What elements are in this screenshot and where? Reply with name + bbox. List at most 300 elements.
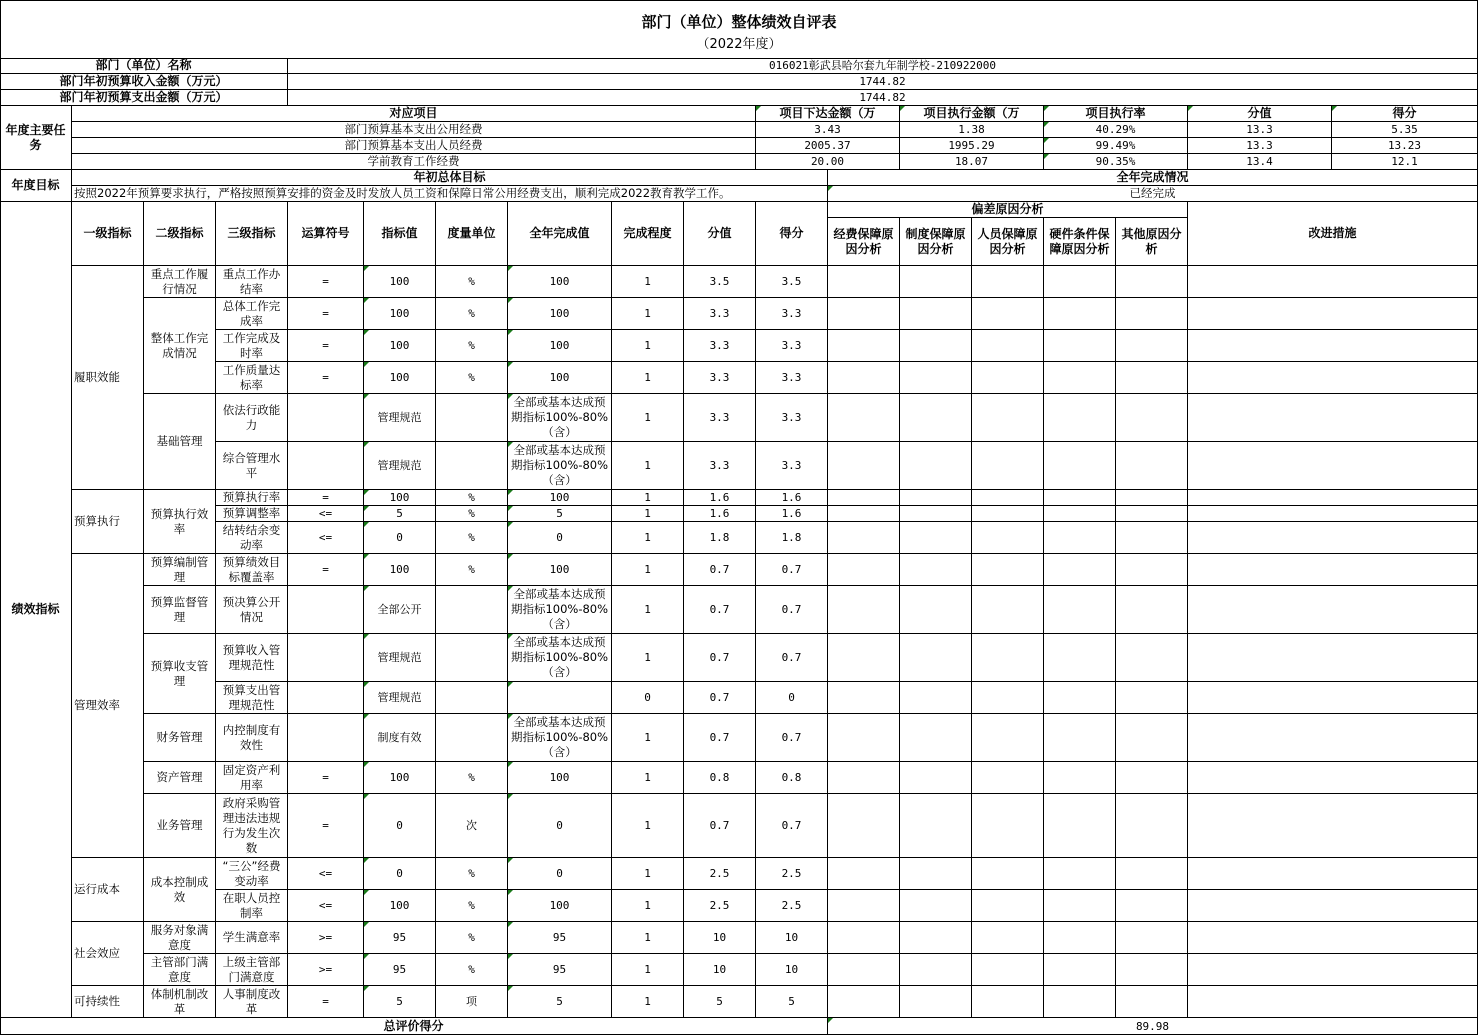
task-header: 项目下达金额（万 <box>756 106 900 122</box>
indicator-value: 1 <box>612 762 684 794</box>
indicator-value <box>508 682 612 714</box>
level2-indicator: 体制机制改革 <box>144 986 216 1018</box>
level2-indicator: 服务对象满意度 <box>144 922 216 954</box>
task-value: 12.1 <box>1332 154 1478 170</box>
deviation-cell <box>1044 522 1116 554</box>
deviation-cell <box>972 954 1044 986</box>
indicator-value: 95 <box>508 922 612 954</box>
task-header: 项目执行金额（万 <box>900 106 1044 122</box>
perf-header: 完成程度 <box>612 202 684 266</box>
total-label: 总评价得分 <box>0 1018 828 1035</box>
perf-label: 绩效指标 <box>0 202 72 1018</box>
task-value: 20.00 <box>756 154 900 170</box>
deviation-cell <box>828 522 900 554</box>
deviation-cell <box>828 298 900 330</box>
indicator-value: 项 <box>436 986 508 1018</box>
deviation-cell <box>1116 362 1188 394</box>
indicator-value: 1 <box>612 266 684 298</box>
improve-cell <box>1188 682 1478 714</box>
indicator-value: 10 <box>684 954 756 986</box>
improve-cell <box>1188 794 1478 858</box>
indicator-value: = <box>288 986 364 1018</box>
indicator-value: 100 <box>364 266 436 298</box>
deviation-cell <box>828 986 900 1018</box>
improve-cell <box>1188 986 1478 1018</box>
indicator-value: 管理规范 <box>364 682 436 714</box>
fiscal-year: （2022年度） <box>696 37 782 52</box>
deviation-cell <box>828 682 900 714</box>
perf-header: 分值 <box>684 202 756 266</box>
task-value: 90.35% <box>1044 154 1188 170</box>
indicator-value: % <box>436 362 508 394</box>
indicator-value: 次 <box>436 794 508 858</box>
task-project-name: 部门预算基本支出人员经费 <box>72 138 756 154</box>
deviation-cell <box>828 714 900 762</box>
indicator-value: 1 <box>612 506 684 522</box>
indicator-value: 100 <box>508 490 612 506</box>
indicator-value: 0 <box>508 522 612 554</box>
deviation-cell <box>1044 266 1116 298</box>
indicator-value: 100 <box>364 890 436 922</box>
level3-indicator: 重点工作办结率 <box>216 266 288 298</box>
deviation-col-header: 经费保障原因分析 <box>828 218 900 266</box>
income-value: 1744.82 <box>288 74 1478 90</box>
indicator-value: % <box>436 522 508 554</box>
level3-indicator: 预算支出管理规范性 <box>216 682 288 714</box>
deviation-cell <box>972 858 1044 890</box>
deviation-cell <box>972 490 1044 506</box>
indicator-value: 1 <box>612 714 684 762</box>
indicator-value: 0.8 <box>684 762 756 794</box>
deviation-cell <box>1116 298 1188 330</box>
deviation-cell <box>972 794 1044 858</box>
deviation-cell <box>1116 522 1188 554</box>
deviation-cell <box>828 858 900 890</box>
task-value: 13.4 <box>1188 154 1332 170</box>
indicator-value: 5 <box>508 506 612 522</box>
indicator-value: 3.3 <box>684 330 756 362</box>
indicator-value: 0 <box>612 682 684 714</box>
indicator-value: = <box>288 266 364 298</box>
level2-indicator: 成本控制成效 <box>144 858 216 922</box>
dept-name-label: 部门（单位）名称 <box>0 58 288 74</box>
deviation-cell <box>972 762 1044 794</box>
task-value: 1.38 <box>900 122 1044 138</box>
improve-cell <box>1188 954 1478 986</box>
indicator-value: 0.7 <box>756 554 828 586</box>
deviation-cell <box>900 330 972 362</box>
task-value: 13.3 <box>1188 122 1332 138</box>
deviation-cell <box>900 794 972 858</box>
indicator-value: = <box>288 330 364 362</box>
indicator-value: 3.3 <box>684 298 756 330</box>
level3-indicator: 预算调整率 <box>216 506 288 522</box>
level3-indicator: 学生满意率 <box>216 922 288 954</box>
level3-indicator: 综合管理水平 <box>216 442 288 490</box>
deviation-cell <box>972 362 1044 394</box>
deviation-cell <box>828 634 900 682</box>
sheet-header <box>0 0 1478 58</box>
deviation-cell <box>828 762 900 794</box>
indicator-value: % <box>436 554 508 586</box>
deviation-cell <box>1116 394 1188 442</box>
deviation-cell <box>972 330 1044 362</box>
indicator-value <box>436 682 508 714</box>
perf-header: 指标值 <box>364 202 436 266</box>
level2-indicator: 业务管理 <box>144 794 216 858</box>
indicator-value: 100 <box>508 554 612 586</box>
indicator-value: 3.3 <box>756 330 828 362</box>
indicator-value: 2.5 <box>756 890 828 922</box>
perf-header: 得分 <box>756 202 828 266</box>
indicator-value: 1 <box>612 362 684 394</box>
deviation-cell <box>1116 490 1188 506</box>
indicator-value: 管理规范 <box>364 394 436 442</box>
level2-indicator: 资产管理 <box>144 762 216 794</box>
deviation-col-header: 制度保障原因分析 <box>900 218 972 266</box>
deviation-cell <box>1044 586 1116 634</box>
deviation-cell <box>900 634 972 682</box>
improve-cell <box>1188 634 1478 682</box>
task-value: 18.07 <box>900 154 1044 170</box>
level2-indicator: 财务管理 <box>144 714 216 762</box>
indicator-value: 0.7 <box>756 586 828 634</box>
level3-indicator: 在职人员控制率 <box>216 890 288 922</box>
indicator-value: 0 <box>364 522 436 554</box>
deviation-cell <box>1116 586 1188 634</box>
deviation-cell <box>972 634 1044 682</box>
improve-cell <box>1188 890 1478 922</box>
indicator-value: % <box>436 490 508 506</box>
indicator-value: <= <box>288 522 364 554</box>
deviation-cell <box>972 986 1044 1018</box>
level3-indicator: 工作完成及时率 <box>216 330 288 362</box>
deviation-cell <box>1044 762 1116 794</box>
deviation-cell <box>1044 330 1116 362</box>
indicator-value: % <box>436 506 508 522</box>
level3-indicator: 工作质量达标率 <box>216 362 288 394</box>
deviation-cell <box>900 858 972 890</box>
goal-initial-header: 年初总体目标 <box>72 170 828 186</box>
deviation-cell <box>900 442 972 490</box>
deviation-cell <box>1116 762 1188 794</box>
indicator-value: 3.3 <box>756 362 828 394</box>
deviation-cell <box>972 266 1044 298</box>
deviation-col-header: 其他原因分析 <box>1116 218 1188 266</box>
indicator-value <box>288 714 364 762</box>
deviation-cell <box>972 522 1044 554</box>
indicator-value: % <box>436 762 508 794</box>
indicator-value: 1.8 <box>684 522 756 554</box>
indicator-value: 1.6 <box>684 506 756 522</box>
deviation-cell <box>900 922 972 954</box>
level3-indicator: “三公”经费变动率 <box>216 858 288 890</box>
indicator-value: % <box>436 890 508 922</box>
indicator-value: 0.7 <box>756 634 828 682</box>
indicator-value: 100 <box>508 362 612 394</box>
deviation-cell <box>972 506 1044 522</box>
deviation-cell <box>1044 362 1116 394</box>
indicator-value: 100 <box>508 266 612 298</box>
deviation-cell <box>900 522 972 554</box>
indicator-value: 1 <box>612 986 684 1018</box>
deviation-cell <box>900 490 972 506</box>
goal-label: 年度目标 <box>0 170 72 202</box>
indicator-value: 1 <box>612 954 684 986</box>
deviation-cell <box>900 682 972 714</box>
indicator-value: 100 <box>364 298 436 330</box>
task-value: 13.3 <box>1188 138 1332 154</box>
deviation-cell <box>1116 922 1188 954</box>
indicator-value: 3.3 <box>756 298 828 330</box>
deviation-cell <box>828 586 900 634</box>
indicator-value <box>288 394 364 442</box>
indicator-value: % <box>436 922 508 954</box>
indicator-value: 1 <box>612 586 684 634</box>
deviation-cell <box>828 362 900 394</box>
improve-cell <box>1188 554 1478 586</box>
level1-indicator: 预算执行 <box>72 490 144 554</box>
task-header: 得分 <box>1332 106 1478 122</box>
goal-completion-header: 全年完成情况 <box>828 170 1478 186</box>
page-title: 部门（单位）整体绩效自评表 <box>641 13 837 31</box>
deviation-cell <box>1116 682 1188 714</box>
indicator-value: 100 <box>364 762 436 794</box>
deviation-header: 偏差原因分析 <box>828 202 1188 218</box>
indicator-value: 0.7 <box>684 554 756 586</box>
indicator-value <box>436 394 508 442</box>
indicator-value: 95 <box>364 922 436 954</box>
perf-header: 二级指标 <box>144 202 216 266</box>
deviation-cell <box>1044 890 1116 922</box>
indicator-value: 全部或基本达成预期指标100%-80%（含） <box>508 394 612 442</box>
level1-indicator: 社会效应 <box>72 922 144 986</box>
deviation-cell <box>1116 714 1188 762</box>
level2-indicator: 预算收支管理 <box>144 634 216 714</box>
deviation-cell <box>972 442 1044 490</box>
level2-indicator: 重点工作履行情况 <box>144 266 216 298</box>
deviation-cell <box>828 954 900 986</box>
indicator-value: 0 <box>508 858 612 890</box>
indicator-value: 0.7 <box>756 714 828 762</box>
indicator-value: 1.8 <box>756 522 828 554</box>
deviation-cell <box>900 394 972 442</box>
indicator-value: <= <box>288 506 364 522</box>
deviation-cell <box>1116 442 1188 490</box>
indicator-value: % <box>436 330 508 362</box>
indicator-value: 3.5 <box>684 266 756 298</box>
indicator-value: 100 <box>364 554 436 586</box>
indicator-value: 1 <box>612 522 684 554</box>
level3-indicator: 内控制度有效性 <box>216 714 288 762</box>
improve-cell <box>1188 330 1478 362</box>
level2-indicator: 预算执行效率 <box>144 490 216 554</box>
level3-indicator: 依法行政能力 <box>216 394 288 442</box>
level3-indicator: 预算绩效目标覆盖率 <box>216 554 288 586</box>
improve-cell <box>1188 362 1478 394</box>
deviation-cell <box>1044 954 1116 986</box>
deviation-cell <box>1116 954 1188 986</box>
improve-cell <box>1188 714 1478 762</box>
indicator-value: 0.7 <box>756 794 828 858</box>
indicator-value: <= <box>288 858 364 890</box>
indicator-value: 5 <box>364 986 436 1018</box>
total-score: 89.98 <box>828 1018 1478 1035</box>
task-value: 40.29% <box>1044 122 1188 138</box>
indicator-value: 1 <box>612 858 684 890</box>
deviation-cell <box>828 330 900 362</box>
deviation-col-header: 人员保障原因分析 <box>972 218 1044 266</box>
task-value: 13.23 <box>1332 138 1478 154</box>
level3-indicator: 固定资产利用率 <box>216 762 288 794</box>
improve-cell <box>1188 922 1478 954</box>
deviation-cell <box>972 394 1044 442</box>
deviation-cell <box>1116 794 1188 858</box>
indicator-value: = <box>288 762 364 794</box>
indicator-value: 0.7 <box>684 794 756 858</box>
deviation-cell <box>972 714 1044 762</box>
indicator-value: 2.5 <box>684 890 756 922</box>
indicator-value: 1 <box>612 394 684 442</box>
deviation-cell <box>1116 330 1188 362</box>
level1-indicator: 可持续性 <box>72 986 144 1018</box>
perf-header: 度量单位 <box>436 202 508 266</box>
indicator-value: 1 <box>612 890 684 922</box>
deviation-cell <box>828 922 900 954</box>
expense-label: 部门年初预算支出金额（万元） <box>0 90 288 106</box>
deviation-cell <box>972 682 1044 714</box>
improve-cell <box>1188 522 1478 554</box>
level1-indicator: 履职效能 <box>72 266 144 490</box>
indicator-value: 100 <box>364 362 436 394</box>
deviation-cell <box>1116 858 1188 890</box>
level2-indicator: 基础管理 <box>144 394 216 490</box>
income-label: 部门年初预算收入金额（万元） <box>0 74 288 90</box>
deviation-cell <box>900 762 972 794</box>
deviation-cell <box>900 714 972 762</box>
deviation-cell <box>900 506 972 522</box>
indicator-value: 0 <box>364 794 436 858</box>
indicator-value: 100 <box>508 890 612 922</box>
level3-indicator: 预决算公开情况 <box>216 586 288 634</box>
goal-completion-text: 已经完成 <box>828 186 1478 202</box>
indicator-value: 3.3 <box>756 442 828 490</box>
deviation-cell <box>1044 490 1116 506</box>
indicator-value: 10 <box>756 954 828 986</box>
improve-cell <box>1188 266 1478 298</box>
task-header: 对应项目 <box>72 106 756 122</box>
deviation-cell <box>972 922 1044 954</box>
deviation-cell <box>900 986 972 1018</box>
indicator-value <box>436 714 508 762</box>
indicator-value: 1.6 <box>756 490 828 506</box>
indicator-value: 5 <box>684 986 756 1018</box>
improve-cell <box>1188 762 1478 794</box>
deviation-cell <box>1116 266 1188 298</box>
indicator-value: = <box>288 794 364 858</box>
level1-indicator: 运行成本 <box>72 858 144 922</box>
indicator-value: 1 <box>612 442 684 490</box>
tasks-label: 年度主要任务 <box>0 106 72 170</box>
indicator-value: 1 <box>612 298 684 330</box>
deviation-cell <box>1044 922 1116 954</box>
indicator-value: 3.3 <box>684 362 756 394</box>
deviation-cell <box>828 490 900 506</box>
indicator-value: 2.5 <box>756 858 828 890</box>
level3-indicator: 预算收入管理规范性 <box>216 634 288 682</box>
indicator-value: 制度有效 <box>364 714 436 762</box>
indicator-value: 管理规范 <box>364 442 436 490</box>
indicator-value: 1 <box>612 490 684 506</box>
deviation-cell <box>1044 858 1116 890</box>
deviation-cell <box>972 298 1044 330</box>
indicator-value: 1.6 <box>684 490 756 506</box>
indicator-value: % <box>436 266 508 298</box>
task-value: 1995.29 <box>900 138 1044 154</box>
deviation-cell <box>1044 714 1116 762</box>
deviation-cell <box>828 890 900 922</box>
improve-cell <box>1188 490 1478 506</box>
indicator-value: = <box>288 490 364 506</box>
task-header: 分值 <box>1188 106 1332 122</box>
deviation-cell <box>900 954 972 986</box>
perf-header: 三级指标 <box>216 202 288 266</box>
indicator-value: 5 <box>508 986 612 1018</box>
deviation-cell <box>1044 394 1116 442</box>
deviation-cell <box>900 586 972 634</box>
indicator-value: 全部或基本达成预期指标100%-80%（含） <box>508 634 612 682</box>
indicator-value: 0.7 <box>684 682 756 714</box>
level2-indicator: 主管部门满意度 <box>144 954 216 986</box>
task-value: 2005.37 <box>756 138 900 154</box>
dept-name-value: 016021彰武县哈尔套九年制学校-210922000 <box>288 58 1478 74</box>
indicator-value: 0 <box>756 682 828 714</box>
indicator-value: >= <box>288 922 364 954</box>
improve-cell <box>1188 506 1478 522</box>
indicator-value: 1 <box>612 634 684 682</box>
deviation-cell <box>1116 986 1188 1018</box>
indicator-value: 0.8 <box>756 762 828 794</box>
task-project-name: 学前教育工作经费 <box>72 154 756 170</box>
deviation-cell <box>1044 794 1116 858</box>
deviation-cell <box>828 442 900 490</box>
indicator-value: = <box>288 554 364 586</box>
deviation-cell <box>1116 506 1188 522</box>
indicator-value: 3.3 <box>756 394 828 442</box>
task-value: 99.49% <box>1044 138 1188 154</box>
deviation-col-header: 硬件条件保障原因分析 <box>1044 218 1116 266</box>
expense-value: 1744.82 <box>288 90 1478 106</box>
indicator-value <box>436 442 508 490</box>
level3-indicator: 总体工作完成率 <box>216 298 288 330</box>
indicator-value: 100 <box>364 330 436 362</box>
indicator-value: % <box>436 298 508 330</box>
indicator-value: 100 <box>508 298 612 330</box>
perf-header: 全年完成值 <box>508 202 612 266</box>
deviation-cell <box>1044 442 1116 490</box>
task-project-name: 部门预算基本支出公用经费 <box>72 122 756 138</box>
level2-indicator: 预算监督管理 <box>144 586 216 634</box>
improve-header: 改进措施 <box>1188 202 1478 266</box>
level3-indicator: 预算执行率 <box>216 490 288 506</box>
deviation-cell <box>828 506 900 522</box>
indicator-value: 1 <box>612 922 684 954</box>
improve-cell <box>1188 394 1478 442</box>
level2-indicator: 预算编制管理 <box>144 554 216 586</box>
indicator-value: 0.7 <box>684 586 756 634</box>
indicator-value <box>288 442 364 490</box>
indicator-value <box>288 634 364 682</box>
